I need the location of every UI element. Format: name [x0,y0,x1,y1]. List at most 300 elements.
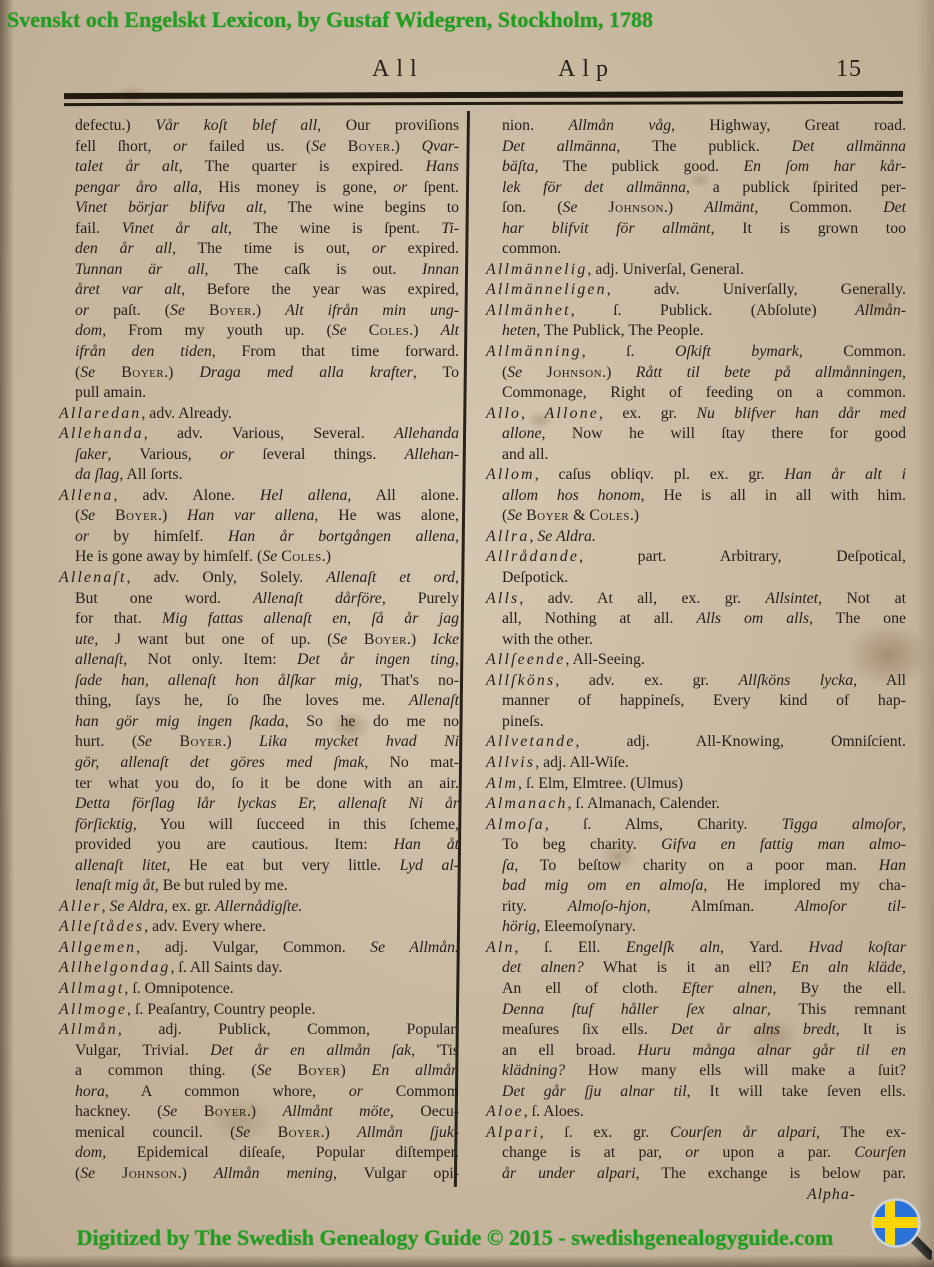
page-number: 15 [836,56,862,82]
text-segment: .) [663,199,705,217]
text-segment: Allehan- [404,445,460,463]
text-segment: ſaker [75,445,108,463]
text-line [59,630,459,651]
text-line [59,178,459,199]
headword: Allo [486,404,522,422]
text-segment: How many ells will make a ſuit? [565,1062,906,1080]
text-segment: , ſ. Aloes. [523,1103,584,1121]
text-segment: upon a par. [699,1144,855,1162]
text-segment: , From my youth up. ( [102,322,332,340]
text-line [486,116,906,137]
text-segment: , ſ. Omnipotence. [124,979,234,997]
text-segment: defectu.) [75,117,156,134]
text-segment: Se [235,1123,251,1141]
text-segment: hackney. ( [75,1103,163,1121]
text-segment: But one word. [75,589,253,607]
text-segment: , The publick. [616,137,792,155]
text-line [486,1123,906,1144]
headword: Allſköns [486,671,556,689]
text-segment: Alt ifrån min ung- [285,301,460,319]
text-line [486,917,906,938]
text-segment: Mig fattas allenaſt en, ſå år jag [162,610,459,628]
text-segment: thing, ſays he, ſo ſhe loves me. [75,692,409,710]
text-segment: failed us. ( [187,137,312,155]
text-segment: , Various, [107,445,221,463]
text-segment: dom [75,322,103,340]
text-segment: allone [502,425,542,443]
text-segment: .) [321,548,331,566]
text-segment: gör, allenaſt det göres med ſmak [75,753,365,771]
text-line [59,424,459,445]
headword: Alpari [486,1123,540,1141]
text-segment: ( [502,507,508,525]
text-line [59,137,459,158]
text-segment: har blifvit för allmänt [502,219,711,237]
text-line [59,301,459,322]
text-segment: , He eat but very little. [166,856,400,874]
text-segment: for that. [75,610,162,628]
text-segment: , The wine begins to [262,199,460,217]
running-head-right: Alp [558,56,615,82]
text-segment: Det går ſju alnar til [502,1082,687,1100]
text-segment: Qvar- [421,137,459,155]
text-line [486,1061,906,1082]
header-double-rule [64,91,903,106]
text-line [486,774,906,795]
text-segment: Efter alnen [681,979,773,997]
text-segment: Det allmänna [791,137,907,155]
text-line [486,547,906,568]
text-line [59,609,459,630]
headword: Almanach [486,795,568,813]
text-segment: , adj. All-Wiſe. [535,753,629,771]
text-segment: with the other. [502,630,593,648]
text-line [59,753,459,774]
text-line [486,568,906,589]
text-segment [347,322,369,339]
headword: Allmänning [486,343,582,361]
text-segment [95,1165,122,1182]
headword: Allenaſt [59,569,127,587]
text-segment: or [75,527,90,545]
right-column [486,116,906,1184]
text-segment: Det allmänna [502,137,617,155]
headword: Alls [486,589,520,607]
text-segment: Vinet börjar blifva alt [75,199,263,217]
headword: Allmagt [59,979,125,997]
catchword: Alpha- [807,1186,856,1203]
text-segment: , All [853,671,907,689]
text-segment: Johnson [122,1164,178,1182]
text-segment: , So he do me no [284,712,459,730]
text-segment: , Oecu- [389,1103,459,1121]
text-line [486,691,906,712]
text-segment: Boyer [208,301,252,319]
text-line [59,917,459,938]
text-line [486,979,906,1000]
text-segment [250,1124,277,1141]
text-line [59,1061,459,1082]
text-line [486,753,906,774]
text-segment: , ex. gr. [164,897,215,915]
text-segment: ſon. ( [502,199,563,217]
text-line [59,1020,459,1041]
text-segment: Courſen [854,1144,906,1162]
text-segment: , adj. All-Knowing, Omniſcient. [575,733,906,751]
text-segment: , The exchange is below par. [635,1164,907,1182]
text-segment: , Not only. Item: [123,651,298,669]
text-segment: ſpent. [407,178,459,196]
headword: Alm [486,774,519,792]
text-segment: Oſkift bymark [674,343,799,361]
headword: Allmån [59,1021,118,1039]
text-segment: , ſ. Peaſantry, Country people. [127,1000,316,1018]
headword: Aller [59,897,102,915]
text-segment: Det år ingen ting [297,651,456,669]
text-line [59,732,459,753]
headword: Allena [59,486,114,504]
text-segment: , ſ. Almanach, Calender. [567,795,720,813]
text-segment: or [371,240,386,258]
text-line [59,547,459,568]
text-segment: Allmån- [855,301,906,319]
text-segment: Alt [440,322,459,340]
text-segment: manner of happineſs, Every kind of hap- [502,692,906,710]
text-segment: , [455,569,459,587]
text-segment: , adj. Publick, Common, Popular, [117,1021,459,1039]
running-head-left: All [372,56,424,82]
text-segment: Huru många alnar går til en [637,1041,906,1059]
text-line [59,589,459,610]
text-segment: Almoſo-hjon [567,897,647,915]
text-segment: Commonage, Right of feeding on a common. [502,384,906,402]
text-segment: Coles [281,548,322,566]
text-line [486,835,906,856]
text-line [486,938,906,959]
text-segment: , Highway, Great road. [671,117,907,134]
text-segment: Boyer [297,1062,341,1080]
text-line [486,198,906,219]
text-line [486,445,906,466]
text-segment: bäſta [502,158,535,176]
text-segment: ( [75,363,81,381]
text-segment: Se [137,733,153,751]
text-segment: , To beſtow charity on a poor man. [514,856,879,874]
text-segment: , You will ſucceed in this ſcheme, [132,815,459,833]
text-segment: , He is all in all with him. [640,486,906,504]
text-segment [326,138,348,155]
text-segment: , It will take ſeven ells. [686,1082,907,1100]
text-segment: ) [340,1062,372,1080]
headword: Allmännelig [486,260,588,278]
text-line [59,1041,459,1062]
text-segment: Se [311,137,327,155]
text-segment: , adv. Alone. [113,486,261,504]
text-segment: Se [162,1103,178,1121]
swedish-flag-magnifier-icon [868,1196,932,1266]
text-segment: En ſom har kår- [743,158,906,176]
text-line [486,301,906,322]
text-segment: ifrån den tiden [75,343,212,361]
text-line [59,465,459,486]
text-segment: , part. Arbitrary, Deſpotical, [579,548,906,566]
text-segment: by himſelf. [89,527,228,545]
text-segment: Allernådigſte. [214,897,303,915]
text-segment: pengar åro alla [75,178,199,196]
text-segment: år under alpari [502,1164,636,1182]
text-segment: Engelſk aln [625,938,720,956]
headword: Aloe [486,1103,524,1121]
text-segment: , adj. Vulgar, Common. [136,938,371,956]
text-line [59,404,459,425]
text-line [59,958,459,979]
headword: Alleſtådes [59,918,145,936]
text-segment: , Common. [754,199,884,217]
text-segment: Commom [362,1082,459,1100]
text-segment: , J want but one of up. ( [94,630,333,648]
text-segment: .) [406,630,433,648]
text-segment: lenaſt mig åt [75,877,155,895]
text-segment: Han år bortgången allena [227,527,456,545]
text-line [486,239,906,260]
text-segment: hörig [502,918,537,936]
headword: Allehanda [59,425,144,443]
text-segment: Lyd al- [399,856,459,874]
text-line [59,835,459,856]
text-line [486,321,906,342]
text-segment: Allenaſt et ord [326,569,456,587]
text-line [59,794,459,815]
text-segment: Detta förſlag lår lyckas Er, allenaſt Ni år [75,795,459,813]
headword: Allmänhet [486,301,571,319]
text-segment: Johnson [546,363,603,381]
text-segment [95,507,115,524]
text-segment: hurt. ( [75,733,138,751]
text-segment: , Be but ruled by me. [154,877,288,895]
text-segment: Se Aldra [109,897,165,915]
text-segment: , [455,651,459,669]
text-line [59,527,459,548]
text-line [486,1082,906,1103]
text-segment: , ſ. Alms, Charity. [544,815,782,833]
text-segment: , The ex- [816,1123,906,1141]
text-segment: provided you are cautious. Item: [75,836,394,854]
text-segment: det alnen? [502,959,584,977]
text-line [59,979,459,1000]
text-segment: Se [80,507,96,525]
text-segment: Se [256,1062,272,1080]
text-line [59,876,459,897]
text-segment: What is it an ell? [583,959,792,977]
text-segment: and all. [502,445,549,463]
text-segment: Coles [368,322,410,340]
text-segment: nion. [502,117,569,134]
text-line [486,363,906,384]
text-segment: , The one [809,610,906,628]
text-line [59,342,459,363]
text-line [59,157,459,178]
text-segment: ſeveral things. [234,445,405,463]
text-segment: Boyer [526,507,570,525]
text-line [486,280,906,301]
text-segment: .) [177,1164,214,1182]
text-segment: Det år alns bredt [670,1021,836,1039]
text-segment: .) [158,507,188,525]
text-segment: , adv. ex. gr. [555,671,739,689]
text-segment: Se [262,548,278,566]
text-segment: Allmänt [704,199,755,217]
text-segment: Alls om alls [696,610,810,628]
text-segment: Vulgar, Trivial. [75,1041,211,1059]
text-line [486,137,906,158]
text-segment: Almoſor til- [794,897,906,915]
text-segment: Se [507,363,523,381]
text-segment: , adv. Univerſally, Generally. [606,281,906,299]
text-segment: Tigga almoſor [781,815,903,833]
text-segment: all, Nothing at all. [502,610,697,628]
text-segment: a common thing. ( [75,1062,257,1080]
text-segment: Vinet år alt [121,219,228,237]
text-segment: lek för det allmänna [502,178,687,196]
text-segment: , 'Tis [411,1041,460,1059]
text-segment: Rått til bete på allmånningen [635,363,903,381]
text-segment: To beg charity. [502,836,662,854]
text-segment: han gör mig ingen ſkada [75,712,285,730]
text-segment: Se Allmån. [370,938,459,956]
text-segment: Boyer [277,1123,321,1141]
text-segment: Han [878,856,906,874]
text-line [486,897,906,918]
text-line [59,856,459,877]
text-segment: Boyer [115,507,158,525]
text-line [59,506,459,527]
text-line [486,383,906,404]
text-segment [577,199,608,216]
text-line [486,732,906,753]
text-segment: , a publick ſpirited per- [686,178,907,196]
text-segment: allom hos honom [502,486,641,504]
text-segment: .) [251,301,286,319]
text-segment: or [173,137,188,155]
text-segment: Se [80,1164,96,1182]
text-segment: Allmån mening [213,1164,333,1182]
text-line [486,506,906,527]
headword: Allra [486,527,530,545]
text-line [59,815,459,836]
text-segment [522,364,546,381]
text-line [59,774,459,795]
headword: Allvis [486,753,536,771]
text-segment: .) [164,363,200,381]
text-segment: , The publick good. [534,158,744,176]
digitization-credit: Digitized by The Swedish Genealogy Guide © 2015 - swedishgenealogyguide.com [76,1225,834,1250]
text-line [59,568,459,589]
text-line [486,260,906,281]
text-segment: Se [80,363,96,381]
text-line [59,691,459,712]
text-line [486,589,906,610]
text-segment: Se [507,507,523,525]
text-segment: Icke [432,630,460,648]
text-segment: , His money is gone, [198,178,394,196]
text-segment: menical council. ( [75,1123,236,1141]
text-segment: En allmån [371,1062,460,1080]
text-segment: change is at par, [502,1144,686,1162]
text-line [59,650,459,671]
text-segment: , Purely [381,589,459,607]
text-segment: ter what you do, ſo it be done with an air. [75,774,459,792]
text-segment: meaſures ſix ells. [502,1021,671,1039]
text-segment: , By the ell. [772,979,906,997]
text-segment: Nu blifver han dår med [696,404,906,422]
text-line [486,794,906,815]
text-line [59,116,459,137]
text-segment: Se [332,630,348,648]
headword: Aln [486,938,515,956]
text-segment: Innan [422,260,459,278]
text-segment: , This remnant [766,1000,906,1018]
text-segment: an ell broad. [502,1041,638,1059]
text-segment: , From that time forward. [211,343,459,361]
headword: Allone [544,404,599,422]
text-segment: or [75,301,90,319]
text-line [59,280,459,301]
text-segment: or [685,1144,700,1162]
text-line [59,445,459,466]
text-segment: ( [502,363,508,381]
text-segment: Allenaſt dårföre [253,589,382,607]
text-segment: Han åt [393,836,459,854]
text-segment: , [902,959,906,977]
text-segment: .) [390,137,422,155]
text-segment: En aln kläde [791,959,903,977]
text-segment: Det [883,199,906,217]
text-segment: .) [320,1123,358,1141]
text-line [486,815,906,836]
text-segment: Vår koſt blef all [155,117,318,134]
text-line [59,239,459,260]
text-segment: , [521,404,545,422]
text-segment: Hans [425,158,459,176]
text-segment: Hel allena [260,486,348,504]
text-segment: , The time is out, [172,240,372,258]
text-line [486,527,906,548]
text-line [486,1164,906,1185]
headword: Allmänneligen [486,281,607,299]
text-segment: , ſ. ex. gr. [539,1123,671,1141]
text-segment: , Before the year was expired, [181,281,459,299]
text-segment: ( [75,507,81,525]
text-segment: , Vulgar opi- [333,1164,459,1182]
text-segment: , adv. Various, Several. [143,425,395,443]
text-line [486,465,906,486]
text-segment: , Our proviſions [317,117,459,134]
text-segment: Se [169,301,185,319]
text-line [59,1102,459,1123]
text-segment [347,631,364,648]
text-segment: , ſ. Ell. [514,938,626,956]
text-line [486,876,906,897]
text-segment: Det år en allmån ſak [210,1041,412,1059]
text-segment: , Epidemical diſeaſe, Popular diſtemper. [102,1144,459,1162]
text-segment: or [220,445,235,463]
text-segment: Han var allena [187,507,315,525]
text-segment: Draga med alla krafter [199,363,413,381]
text-line [486,178,906,199]
text-segment: , ſ. Elm, Elmtree. (Ulmus) [518,774,684,792]
text-segment: , He was alone, [314,507,459,525]
text-segment: He is gone away by himſelf. ( [75,548,263,566]
